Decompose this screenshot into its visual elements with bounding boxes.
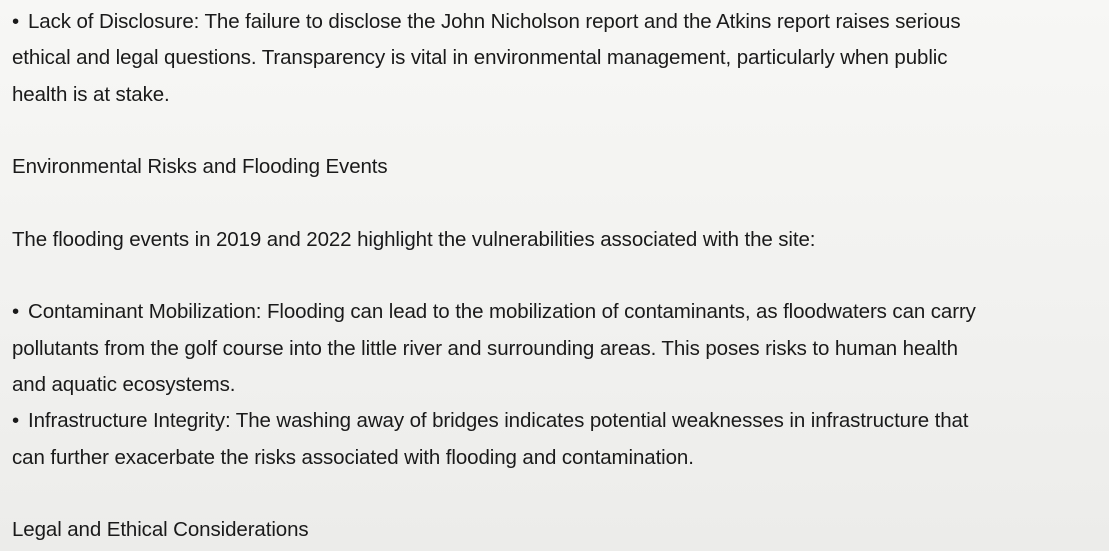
text-line: Lack of Disclosure: The failure to disclose the John Nicholson report and the Atkins report raises serious <box>28 10 961 33</box>
bullet-item-contaminant-mobilization <box>12 294 1103 330</box>
bullet-icon: • <box>12 10 20 33</box>
text-line: can further exacerbate the risks associated with flooding and contamination. <box>12 445 694 469</box>
intro-paragraph: The flooding events in 2019 and 2022 highlight the vulnerabilities associated with the site: <box>12 227 816 251</box>
bullet-icon: • <box>12 409 20 433</box>
section-heading-environmental-risks: Environmental Risks and Flooding Events <box>12 155 388 179</box>
text-line: ethical and legal questions. Transparency is vital in environmental management, particularly when public <box>12 46 948 70</box>
bullet-icon: • <box>12 300 20 324</box>
spacer <box>12 258 1103 294</box>
text-line: and aquatic ecosystems. <box>12 372 236 396</box>
section-heading-legal-ethical: Legal and Ethical Considerations <box>12 518 309 542</box>
spacer <box>12 113 1103 149</box>
text-line: Infrastructure Integrity: The washing away of bridges indicates potential weaknesses in infrastructure that <box>28 409 969 433</box>
spacer <box>12 476 1103 512</box>
bullet-item-infrastructure-integrity <box>12 403 1103 439</box>
bullet-item-lack-of-disclosure <box>12 4 1103 40</box>
text-line: Contaminant Mobilization: Flooding can lead to the mobilization of contaminants, as floodwaters can carry <box>28 300 976 324</box>
text-line: pollutants from the golf course into the little river and surrounding areas. This poses risks to human health <box>12 336 958 360</box>
text-line: health is at stake. <box>12 82 170 106</box>
spacer <box>12 185 1103 221</box>
